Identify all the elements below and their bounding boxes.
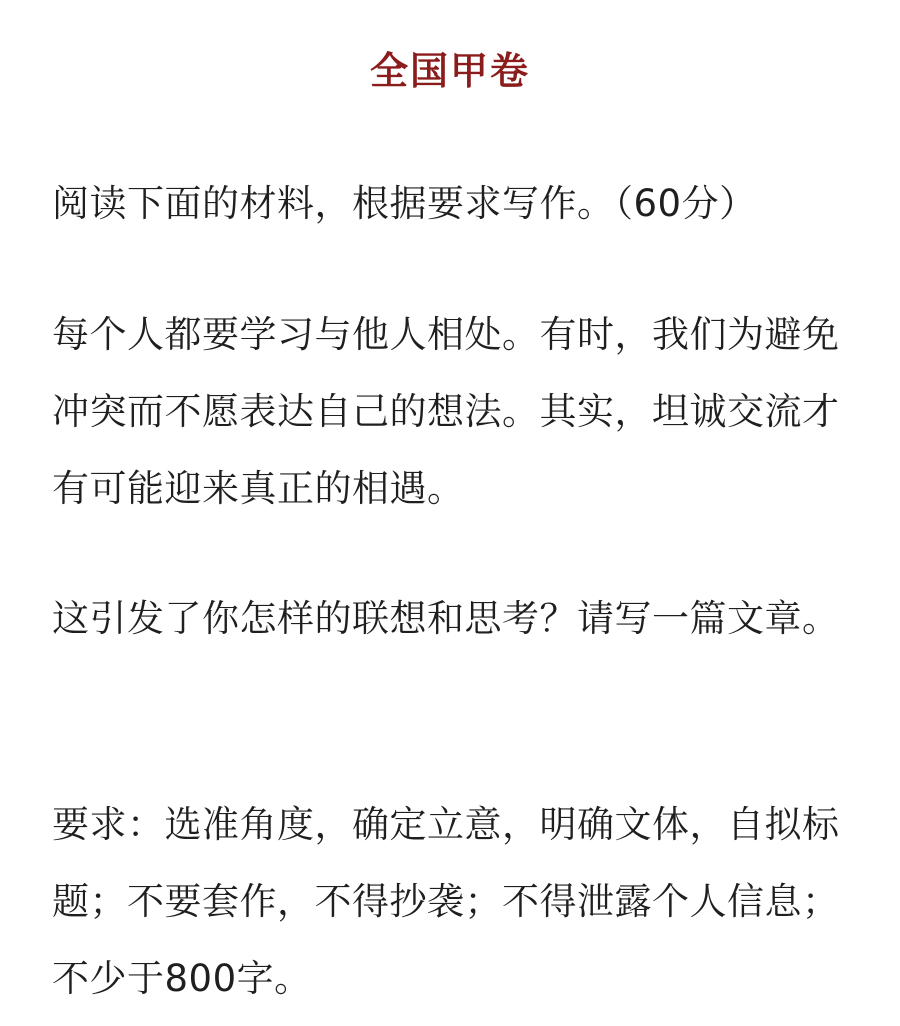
page-title: 全国甲卷 <box>369 49 530 93</box>
requirements-paragraph: 要求：选准角度，确定立意，明确文体，自拟标题；不要套作，不得抄袭；不得泄露个人信息；不少于800字。 <box>52 803 840 1000</box>
instruction-paragraph: 阅读下面的材料，根据要求写作。（60分） <box>52 182 757 225</box>
prompt-paragraph: 这引发了你怎样的联想和思考？请写一篇文章。 <box>52 597 840 640</box>
material-paragraph: 每个人都要学习与他人相处。有时，我们为避免冲突而不愿表达自己的想法。其实，坦诚交流才有可能迎来真正的相遇。 <box>52 313 840 510</box>
